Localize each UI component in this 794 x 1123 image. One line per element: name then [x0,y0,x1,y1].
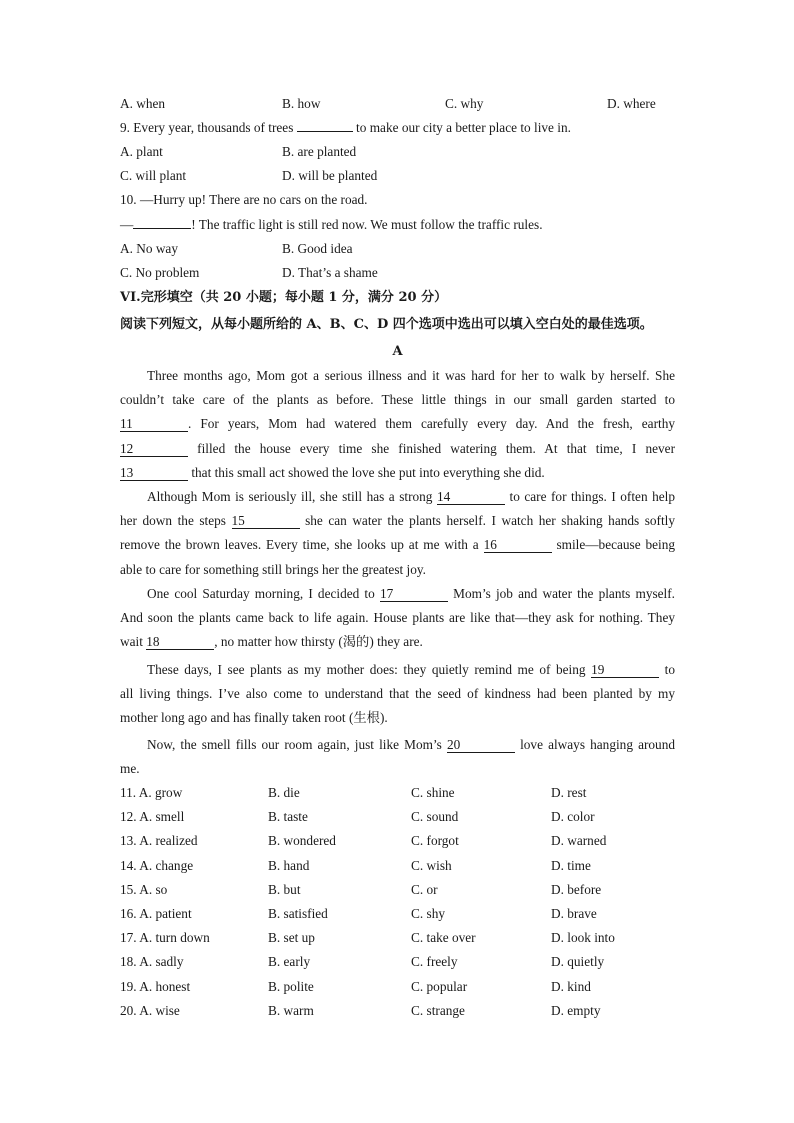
question-13-option-d: D. warned [551,833,607,849]
p3-line1a: One cool Saturday morning, I decided to [147,586,375,601]
q9-stem [120,119,675,137]
p5-line1b: love always hanging around [520,737,675,752]
section-instruction: 阅读下列短文，从每小题所给的 A、B、C、D 四个选项中选出可以填入空白处的最佳选项。 [120,317,653,332]
p1-line2: couldn’t take care of the plants as before. These little things in our small garden started to [120,392,675,408]
p4-line1a: These days, I see plants as my mother does: they quietly remind me of being [147,662,586,677]
question-17-option-d: D. look into [551,930,615,946]
blank-14: 14 [437,490,505,505]
blank-11: 11 [120,417,188,432]
question-19-option-d: D. kind [551,978,591,994]
q10-option-d: D. That’s a shame [282,265,378,280]
p2-line3: remove the brown leaves. Every time, she looks up at me with a [120,537,479,553]
question-17-option-a: 17. A. turn down [120,930,210,946]
question-14-option-b: B. hand [268,857,310,873]
q8-option-c: C. why [445,96,484,111]
q9-stem-pre: 9. Every year, thousands of trees [120,120,294,135]
passage-paragraph-2 [120,485,675,582]
question-12-option-a: 12. A. smell [120,809,185,825]
question-14-option-d: D. time [551,857,591,873]
question-16-option-d: D. brave [551,906,597,921]
question-12-option-d: D. color [551,809,595,825]
question-15-option-a: 15. A. so [120,881,168,897]
question-19-option-c: C. popular [411,978,468,994]
question-11-option-a: 11. A. grow [120,785,183,800]
q10-option-b: B. Good idea [282,241,353,256]
question-15-option-d: D. before [551,881,602,897]
p1-line4: filled the house every time she finished watering them. At that time, I never [197,440,675,456]
question-18-option-c: C. freely [411,954,458,970]
q10-option-c: C. No problem [120,265,200,280]
question-17-option-c: C. take over [411,930,476,946]
p1-line3: . For years, Mom had watered them carefully every day. And the fresh, earthy [188,416,675,432]
question-14-option-a: 14. A. change [120,857,194,873]
passage-paragraph-3 [120,582,675,655]
q8-option-d: D. where [607,96,656,111]
q9-stem-post: to make our city a better place to live in. [356,120,571,135]
p2-line1b: to care for things. I often help [509,489,676,504]
p1-line5: that this small act showed the love she put into everything she did. [191,464,545,480]
p2-line2b: she can water the plants herself. I watch her shaking hands softly [305,513,676,529]
blank-18: 18 [146,635,214,650]
q9-option-b: B. are planted [282,144,357,159]
p2-line4: able to care for something still brings her the greatest joy. [120,561,426,577]
p4-line1b: to [664,662,675,677]
question-13-option-b: B. wondered [268,833,336,849]
question-20-option-c: C. strange [411,1002,465,1018]
p1-line1: Three months ago, Mom got a serious illness and it was hard for her to walk by herself. She [147,368,675,383]
q9-option-d: D. will be planted [282,168,378,183]
question-15-option-b: B. but [268,881,301,897]
blank-12: 12 [120,442,188,457]
p3-line2: And soon the plants came back to life again. House plants are like that—they ask for nothing. They [120,610,675,626]
question-19-option-a: 19. A. honest [120,978,191,994]
question-16-option-a: 16. A. patient [120,906,192,921]
passage-paragraph-1 [120,364,675,485]
blank-17: 17 [380,587,448,602]
passage-paragraph-4 [120,658,675,731]
q8-option-a: A. when [120,96,166,111]
question-11-option-c: C. shine [411,785,455,800]
p4-line3: mother long ago and has finally taken root (生根). [120,710,388,726]
blank-20: 20 [447,738,515,753]
q9-option-a: A. plant [120,144,163,159]
question-16-option-c: C. shy [411,906,445,921]
q9-blank [297,131,353,132]
question-14-option-c: C. wish [411,857,452,873]
question-17-option-b: B. set up [268,930,315,946]
blank-19: 19 [591,663,659,678]
blank-13: 13 [120,466,188,481]
q10-line1: 10. —Hurry up! There are no cars on the road. [120,192,368,207]
passage-paragraph-5 [120,733,675,781]
question-16-option-b: B. satisfied [268,906,328,921]
p2-line2a: her down the steps [120,513,226,529]
q10-dash: — [120,217,134,232]
question-20-option-a: 20. A. wise [120,1002,180,1018]
q10-blank [133,228,191,229]
q9-option-c: C. will plant [120,168,187,183]
passage-label: A [392,344,403,359]
blank-15: 15 [232,514,300,529]
question-18-option-a: 18. A. sadly [120,954,184,970]
p2-line1a: Although Mom is seriously ill, she still has a strong [147,489,433,504]
section-title: VI.完形填空（共 20 小题；每小题 1 分，满分 20 分） [120,290,448,305]
question-13-option-a: 13. A. realized [120,833,198,849]
question-12-option-b: B. taste [268,809,308,825]
p2-line3b: smile—because being [556,537,676,553]
p3-line3a: wait [120,634,143,650]
blank-16: 16 [484,538,552,553]
question-19-option-b: B. polite [268,978,314,994]
q10-line2 [120,216,675,234]
p5-line1a: Now, the smell fills our room again, just like Mom’s [147,737,442,752]
q10-option-a: A. No way [120,241,178,256]
p4-line2: all living things. I’ve also come to understand that the seed of kindness had been planted by my [120,686,675,702]
question-11-option-b: B. die [268,785,300,800]
question-20-option-b: B. warm [268,1002,314,1018]
question-18-option-d: D. quietly [551,954,605,970]
p5-line2: me. [120,761,140,777]
question-12-option-c: C. sound [411,809,459,825]
p3-line3b: , no matter how thirsty (渴的) they are. [214,634,423,650]
question-13-option-c: C. forgot [411,833,459,849]
question-18-option-b: B. early [268,954,311,970]
question-15-option-c: C. or [411,881,438,897]
q8-option-b: B. how [282,96,321,111]
question-11-option-d: D. rest [551,785,587,800]
question-20-option-d: D. empty [551,1002,601,1018]
p3-line1b: Mom’s job and water the plants myself. [453,586,676,601]
q10-post: ! The traffic light is still red now. We must follow the traffic rules. [191,217,543,232]
